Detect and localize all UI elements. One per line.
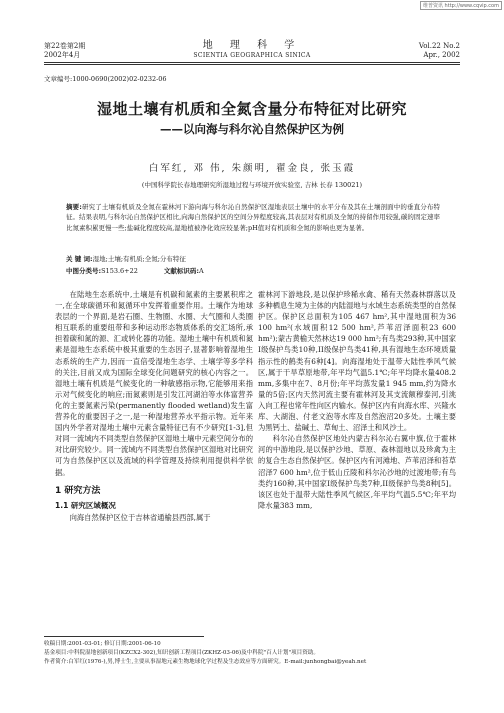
journal-title-cn: 地 理 科 学 (202, 40, 302, 51)
header-date-cn: 2002年4月 (44, 51, 81, 59)
header-volume-cn: 第22卷第2期 (44, 42, 86, 50)
classification (66, 266, 204, 275)
header-date-en: Apr., 2002 (423, 51, 460, 59)
paper-title: 湿地土壤有机质和全氮含量分布特征对比研究 (96, 100, 407, 118)
abstract-text: 研究了土壤有机质及全氮在霍林河下游向海与科尔沁自然保护区湿地表层土壤中的水平分布及其在土壤剖面中的垂直分布特征。结果表明,与科尔沁自然保护区相比,向海自然保护区的空间分异程度较高,其表层对有机质及全氮的持留作用较强,碳的固定速率比氮素积累更慢一些;盐碱化程度较高,湿地植被净化效应较显著;pH值对有机质和全氮的影响也更为显著。 (66, 203, 441, 232)
footnote-received: 收稿日期:2001-03-01; 修订日期:2001-06-10 (44, 641, 161, 647)
header-right (419, 42, 460, 60)
footnote-funding: 基金项目:中科院湿地创新项目(KZCX2-302),知识创新工程项目(ZKHZ-03-06)及中科院"百人计划"项目资助。 (44, 649, 320, 656)
abstract-label: 摘要: (66, 203, 82, 211)
affiliation: (中国科学院长春地理研究所湿地过程与环境开放实验室, 吉林 长春 130021) (141, 181, 363, 189)
doc-code-label: 文献标识码: (163, 267, 199, 275)
header-volume-en: Vol.22 No.2 (418, 42, 460, 50)
header-rule (44, 62, 460, 63)
article-number: 文章编号:1000-0690(2002)02-0232-06 (44, 75, 167, 83)
subsection-heading-study-area: 1.1 研究区域概况 (55, 500, 116, 510)
author-list: 白军红, 邓 伟, 朱颜明, 翟金良, 张玉霞 (148, 163, 356, 174)
keywords-label: 关 键 词: (66, 255, 93, 263)
clc-label: 中图分类号: (66, 267, 102, 275)
xianghai-paragraph: 霍林河下游地段,是以保护珍稀水禽、稀有天然森林群落以及多种栖息生境为主体的内陆湿地与水域生态系统类型的自然保护区。保护区总面积为105 467 hm²,其中湿地面积为36 100 hm²(水域面积12 500 hm²,芦苇沼泽面积23 600 hm²);蒙古黄榆天然林达19 000 hm²;有鸟类293种,其中国家I级保护鸟类10种,II级保护鸟类41种,具有湿地生态环境质量指示性的鹤类有6种[4]。向海湿地处于温带大陆性季风气候区,属于干旱草原地带,年平均气温5.1℃;年平均降水量408.2 mm,多集中在7、8月份;年平均蒸发量1 945 mm,约为降水量的5倍;区内天然河流主要有霍林河及其支流额穆泰河,引洮入向工程也常年性向区内输水。保护区内有向海水库、兴隆水库、大湖泡、付老文泡等水库及自然泡沼20多处。土壤主要为黑钙土、盐碱土、草甸土、沼泽土和风沙土。 (258, 290, 456, 433)
horqin-paragraph: 科尔沁自然保护区地处内蒙古科尔沁右翼中旗,位于霍林河的中游地段,是以保护沙地、草原、森林湿地以及珍禽为主的复合生态自然保护区。保护区内有河滩地、芦苇沼泽和苔草沼泽7 600 hm²,位于低山丘陵和科尔沁沙地的过渡地带;有鸟类约160种,其中国家I级保护鸟类7种,II级保护鸟类8种[5]。该区也处于温带大陆性季风气候区,年平均气温5.5℃;年平均降水量383 mm, (258, 434, 456, 510)
study-area-paragraph: 向海自然保护区位于吉林省通榆县西部,属于 (69, 512, 211, 522)
intro-paragraph: 在陆地生态系统中,土壤是有机碳和氮素的主要累积库之一,在全球碳循环和氮循环中发挥着重要作用。土壤作为地球表层的一个界面,是岩石圈、生物圈、水圈、大气圈和人类圈相互联系的重要纽带和多种运动形态物质体系的交汇场所,承担着碳和氮的源、汇或转化器的功能。湿地土壤中有机质和氮素是湿地生态系统中极其重要的生态因子,显著影响着湿地生态系统的生产力,因而一直倍受湿地生态学、土壤学等多学科的关注,目前又成为国际全球变化问题研究的核心内容之一。湿地土壤有机质是气候变化的一种敏感指示物,它能够用来指示对气候变化的响应;而氮素则是引发江河湖泊等水体富营养化的主要氮素污染(permanently flooded wetland)发生富营养化的重要因子之一,是一种湿地营养水平指示物。近年来国内外学者对湿地土壤中元素含量特征已有不少研究[1-3],但对同一流域内不同类型自然保护区湿地土壤中元素空间分布的对比研究较少。同一流域内不同类型自然保护区湿地对比研究可为自然保护区以及流域的科学管理及持续利用提供科学依据。 (55, 290, 253, 477)
watermark: 维普资讯 http://www.cqvip.com (420, 1, 502, 10)
paper-subtitle: ——以向海与科尔沁自然保护区为例 (160, 122, 344, 136)
footnotes (44, 640, 464, 666)
journal-title-en: SCIENTIA GEOGRAPHICA SINICA (193, 52, 311, 59)
keywords (66, 254, 186, 263)
footnote-author: 作者简介:白军红(1976-),男,博士生,主要从事湿地元素生物地球化学过程及生态效应等方面研究。E-mail:junhongbai@yeah.net (44, 658, 367, 665)
right-column (258, 289, 456, 511)
left-column (55, 289, 253, 523)
header-rule-thin (44, 64, 460, 65)
keywords-text: 湿地;土壤;有机质;全氮;分布特征 (92, 255, 186, 263)
footnote-rule (44, 636, 204, 637)
doc-code-value: A (199, 267, 204, 275)
clc-value: S153.6+22 (101, 267, 138, 275)
section-heading-methods: 1 研究方法 (55, 485, 101, 496)
abstract (66, 202, 440, 233)
